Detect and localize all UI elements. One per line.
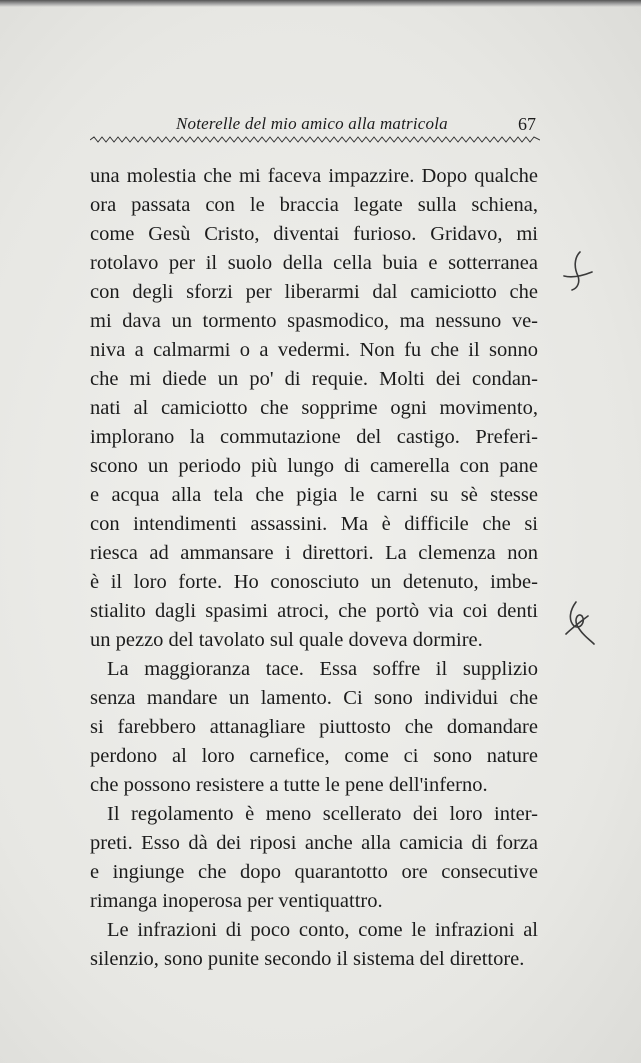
body-text-line: si farebbero attanagliare piuttosto che domandare <box>90 716 538 738</box>
body-text-line: che mi diede un po' di requie. Molti dei condan- <box>90 368 538 390</box>
body-text-line: Le infrazioni di poco conto, come le infrazioni al <box>107 919 538 941</box>
body-text-line: mi dava un tormento spasmodico, ma nessuno ve- <box>90 310 538 332</box>
deletion-mark-icon <box>560 250 596 294</box>
body-text-line: riesca ad ammansare i direttori. La clemenza non <box>90 542 538 564</box>
body-text-line: niva a calmarmi o a vedermi. Non fu che il sonno <box>90 339 538 361</box>
body-text-line: preti. Esso dà dei riposi anche alla camicia di forza <box>90 832 538 854</box>
body-text-line: nati al camiciotto che sopprime ogni movimento, <box>90 397 538 419</box>
body-text-line: scono un periodo più lungo di camerella con pane <box>90 455 538 477</box>
deletion-mark-icon <box>562 600 600 646</box>
body-text-line: stialito dagli spasimi atroci, che portò via coi denti <box>90 600 538 622</box>
body-text-line: e ingiunge che dopo quarantotto ore consecutive <box>90 861 538 883</box>
body-text-line: perdono al loro carnefice, come ci sono nature <box>90 745 538 767</box>
body-text-line: rotolavo per il suolo della cella buia e sotterranea <box>90 252 538 274</box>
body-text-line: silenzio, sono punite secondo il sistema del direttore. <box>90 948 525 970</box>
body-text-line: che possono resistere a tutte le pene dell'inferno. <box>90 774 488 796</box>
running-title: Noterelle del mio amico alla matricola <box>176 114 448 133</box>
body-text-line: rimanga inoperosa per ventiquattro. <box>90 890 383 912</box>
body-text-line: un pezzo del tavolato sul quale doveva dormire. <box>90 629 483 651</box>
body-text-line: La maggioranza tace. Essa soffre il supplizio <box>107 658 538 680</box>
body-text-line: e acqua alla tela che pigia le carni su sè stesse <box>90 484 538 506</box>
body-text-line: con degli sforzi per liberarmi dal camiciotto che <box>90 281 538 303</box>
body-text-line: implorano la commutazione del castigo. Preferi- <box>90 426 538 448</box>
body-text-line: è il loro forte. Ho conosciuto un detenuto, imbe- <box>90 571 538 593</box>
page-number: 67 <box>518 114 536 134</box>
body-text-line: come Gesù Cristo, diventai furioso. Gridavo, mi <box>90 223 538 245</box>
body-text-line: Il regolamento è meno scellerato dei loro inter- <box>107 803 538 825</box>
page-top-edge <box>0 0 641 7</box>
body-text-line: con intendimenti assassini. Ma è difficile che si <box>90 513 538 535</box>
body-text-line: ora passata con le braccia legate sulla schiena, <box>90 194 538 216</box>
ornamental-rule <box>90 136 540 144</box>
body-text-line: senza mandare un lamento. Ci sono individui che <box>90 687 538 709</box>
body-text-line: una molestia che mi faceva impazzire. Dopo qualche <box>90 165 538 187</box>
